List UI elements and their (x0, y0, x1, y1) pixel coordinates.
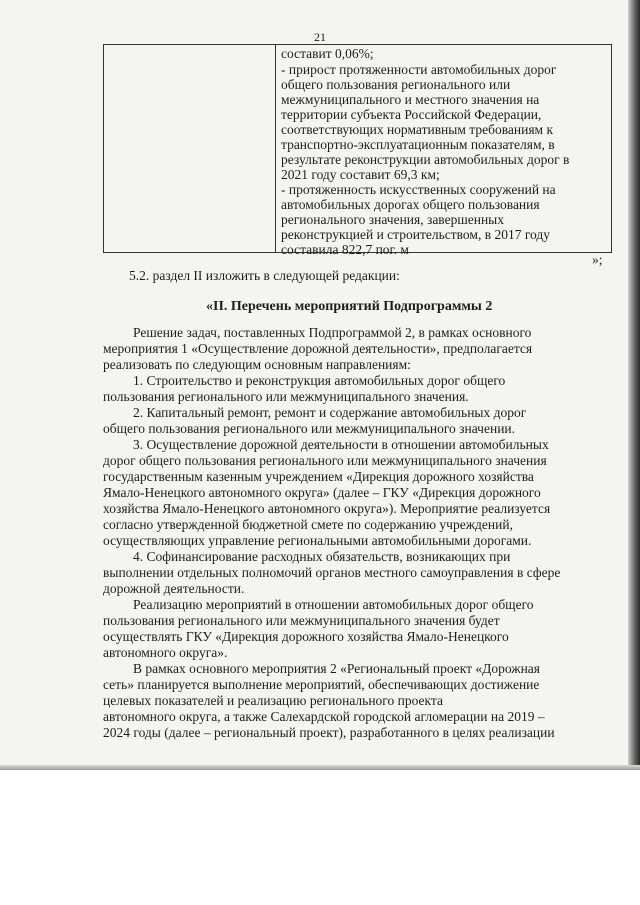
table-line: результате реконструкции автомобильных дорог в (281, 152, 570, 167)
body-line: хозяйства Ямало-Ненецкого автономного округа»). Мероприятие реализуется (103, 501, 551, 516)
body-line: Реализацию мероприятий в отношении автомобильных дорог общего (133, 597, 534, 612)
body-line: пользования регионального или межмуниципального значения. (103, 389, 469, 404)
body-line: Ямало-Ненецкого автономного округа» (далее – ГКУ «Дирекция дорожного (103, 485, 541, 500)
passport-table-fragment (103, 44, 612, 257)
body-line: выполнении отдельных полномочий органов местного самоуправления в сфере (103, 565, 561, 580)
table-line: транспортно-эксплуатационным показателям, в (281, 137, 555, 152)
body-line: общего пользования регионального или межмуниципального значении. (103, 421, 516, 436)
table-line: реконструкцией и строительством, в 2017 году (281, 227, 550, 242)
body-line: 2024 годы (далее – региональный проект), разработанного в целях реализации (103, 725, 555, 740)
scan-edge-shadow (628, 0, 640, 770)
table-border-right (611, 45, 612, 252)
table-line: территории субъекта Российской Федерации, (281, 107, 542, 122)
body-line: государственным казенным учреждением «Дирекция дорожного хозяйства (103, 469, 534, 484)
body-line: 1. Строительство и реконструкция автомобильных дорог общего (133, 373, 506, 388)
scan-bottom-edge (0, 765, 640, 770)
body-line: автономного округа, а также Салехардской городской агломерации на 2019 – (103, 709, 545, 724)
table-border-middle (275, 45, 276, 252)
table-line: - прирост протяженности автомобильных дорог (281, 62, 557, 77)
table-line: межмуниципального и местного значения на (281, 92, 540, 107)
table-cell-indicators (277, 45, 608, 257)
body-line: Решение задач, поставленных Подпрограммой 2, в рамках основного (133, 325, 532, 340)
table-line: соответствующих нормативным требованиям к (281, 122, 554, 137)
section-heading: «II. Перечень мероприятий Подпрограммы 2 (206, 299, 493, 314)
body-line: осуществлять ГКУ «Дирекция дорожного хозяйства Ямало-Ненецкого (103, 629, 509, 644)
body-line: автономного округа». (103, 645, 228, 660)
body-line: согласно утвержденной бюджетной смете по содержанию учреждений, (103, 517, 513, 532)
table-line: регионального значения, завершенных (281, 212, 505, 227)
table-cell-empty (103, 45, 274, 252)
body-line: пользования регионального или межмуниципального значения будет (103, 613, 500, 628)
body-line: дорог общего пользования регионального или межмуниципального значения (103, 453, 547, 468)
table-line: составила 822,7 пог. м (281, 242, 409, 257)
body-line: 2. Капитальный ремонт, ремонт и содержание автомобильных дорог (133, 405, 527, 420)
body-line: сеть» планируется выполнение мероприятий, обеспечивающих достижение (103, 677, 540, 692)
body-line: мероприятия 1 «Осуществление дорожной деятельности», предполагается (103, 341, 533, 356)
body-line: реализовать по следующим основным направлениям: (103, 357, 411, 372)
body-line: В рамках основного мероприятия 2 «Региональный проект «Дорожная (133, 661, 541, 676)
body-line: целевых показателей и реализацию регионального проекта (103, 693, 443, 708)
page-number: 21 (314, 30, 326, 44)
body-line: дорожной деятельности. (103, 581, 245, 596)
table-line: - протяженность искусственных сооружений на (281, 182, 556, 197)
body-line: 3. Осуществление дорожной деятельности в отношении автомобильных (133, 437, 549, 452)
body-line: 4. Софинансирование расходных обязательств, возникающих при (133, 549, 511, 564)
amendment-item-5-2: 5.2. раздел II изложить в следующей редакции: (129, 268, 400, 283)
table-line: 2021 году составит 69,3 км; (281, 167, 440, 182)
quote-close: »; (592, 252, 603, 267)
table-line: автомобильных дорогах общего пользования (281, 197, 540, 212)
table-line: составит 0,06%; (281, 46, 374, 61)
table-line: общего пользования регионального или (281, 77, 511, 92)
body-line: осуществляющих управление региональными автомобильными дорогами. (103, 533, 532, 548)
